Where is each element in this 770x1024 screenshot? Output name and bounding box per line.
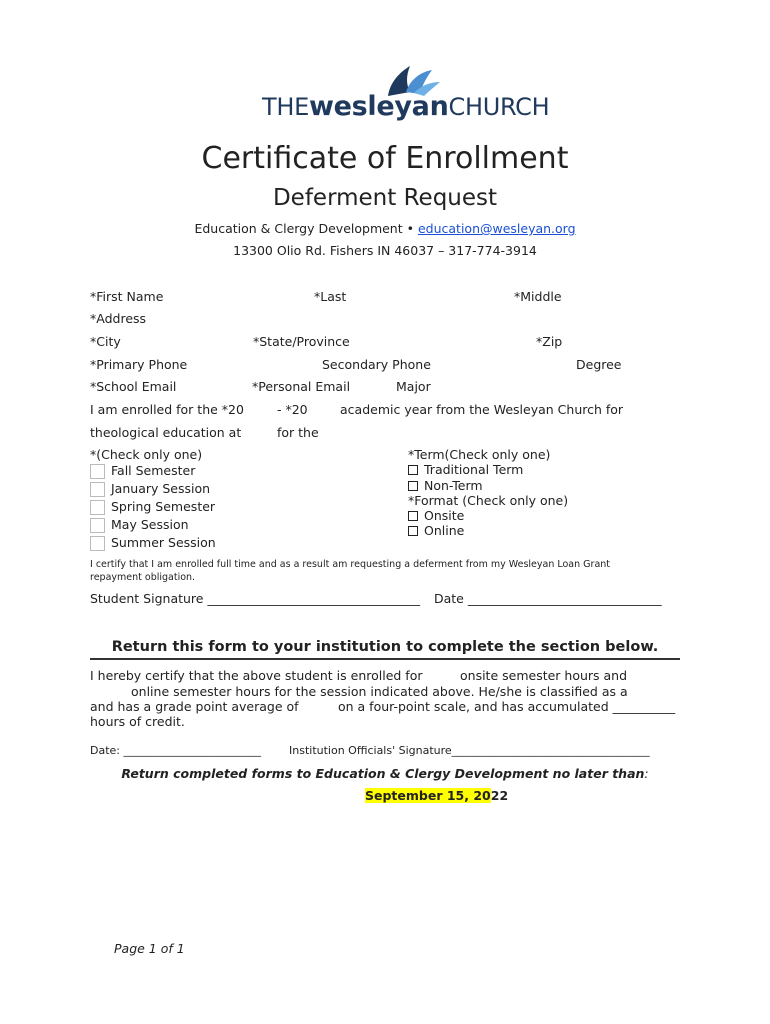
email-link[interactable]: education@wesleyan.org [417,221,576,236]
institution-heading: Return this form to your institution to complete the section below. [111,639,659,655]
degree-field[interactable]: Degree [576,357,622,372]
session-label: Spring Semester [111,499,216,514]
enroll-text-4: theological education at [90,425,242,440]
enroll-text-1: I am enrolled for the *20 [90,402,244,417]
logo-text [262,91,549,122]
session-label: Summer Session [111,535,216,550]
school-email-field[interactable]: *School Email [90,379,177,394]
inst-official-signature-field[interactable]: Institution Officials' Signature____________________________________ [289,744,650,757]
session-option-spring[interactable] [90,499,215,515]
last-name-field[interactable]: *Last [314,289,347,304]
return-colon: : [644,766,649,781]
address-field[interactable]: *Address [90,311,147,326]
term-label: Non-Term [424,478,483,493]
inst-text-2: online semester hours for the session indicated above. He/she is classified as a [131,684,628,699]
sessions-heading: *(Check only one) [90,447,203,462]
term-option-non-term[interactable] [408,478,483,493]
page-title: Certificate of Enrollment [201,141,569,176]
city-field[interactable]: *City [90,334,121,349]
checkbox-onsite[interactable] [408,511,418,521]
deadline [365,788,508,803]
certify-line-2: repayment obligation. [90,572,196,583]
certify-line-1: I certify that I am enrolled full time and as a result am requesting a deferment from my Wesleyan Loan Grant [90,559,611,570]
return-line: Return completed forms to Education & Clergy Development no later than [121,766,645,781]
format-option-onsite[interactable] [408,508,464,523]
enroll-text-5: for the [277,425,319,440]
zip-field[interactable]: *Zip [536,334,563,349]
wesleyan-church-logo [262,62,550,122]
return-instructions [0,766,770,781]
inst-text-1b: onsite semester hours and [460,668,628,683]
page-subtitle: Deferment Request [272,185,498,211]
session-option-january[interactable] [90,481,210,497]
checkbox-may[interactable] [90,518,105,533]
format-heading: *Format (Check only one) [408,493,569,508]
session-label: May Session [111,517,189,532]
primary-phone-field[interactable]: *Primary Phone [90,357,188,372]
personal-email-field[interactable]: *Personal Email [252,379,351,394]
inst-text-3b: on a four-point scale, and has accumulated __________ [338,699,676,714]
logo-main: wesleyan [308,91,449,122]
session-option-summer[interactable] [90,535,216,551]
student-signature-field[interactable]: Student Signature __________________________________ [90,591,420,606]
major-field[interactable]: Major [396,379,431,394]
student-date-field[interactable]: Date _______________________________ [434,591,662,606]
logo-prefix: THE [262,93,309,121]
term-heading: *Term(Check only one) [408,447,551,462]
dept-line [0,221,770,236]
section-divider [90,658,680,660]
term-option-traditional[interactable] [408,462,523,477]
checkbox-summer[interactable] [90,536,105,551]
format-label: Onsite [424,508,465,523]
middle-name-field[interactable]: *Middle [514,289,562,304]
logo-suffix: CHURCH [448,93,550,121]
state-field[interactable]: *State/Province [253,334,350,349]
checkbox-fall[interactable] [90,464,105,479]
inst-date-field[interactable]: Date: _________________________ [90,744,261,757]
checkbox-january[interactable] [90,482,105,497]
enroll-text-3: academic year from the Wesleyan Church for [340,402,624,417]
format-label: Online [424,523,465,538]
checkbox-spring[interactable] [90,500,105,515]
secondary-phone-field[interactable]: Secondary Phone [322,357,431,372]
address-line: 13300 Olio Rd. Fishers IN 46037 – 317-774-3914 [233,243,537,258]
deadline-tail: 22 [490,788,509,803]
inst-text-1a: I hereby certify that the above student is enrolled for [90,668,423,683]
enroll-text-2: - *20 [277,402,308,417]
session-label: January Session [111,481,211,496]
checkbox-non-term[interactable] [408,481,418,491]
session-option-may[interactable] [90,517,189,533]
first-name-field[interactable]: *First Name [90,289,164,304]
session-label: Fall Semester [111,463,196,478]
page-number: Page 1 of 1 [114,941,185,956]
term-label: Traditional Term [424,462,524,477]
inst-text-4: hours of credit. [90,714,185,729]
session-option-fall[interactable] [90,463,195,479]
dept-text: Education & Clergy Development • [194,221,414,236]
checkbox-online[interactable] [408,526,418,536]
deadline-highlight: September 15, 20 [365,788,491,803]
format-option-online[interactable] [408,523,464,538]
inst-text-3a: and has a grade point average of [90,699,299,714]
checkbox-traditional[interactable] [408,465,418,475]
